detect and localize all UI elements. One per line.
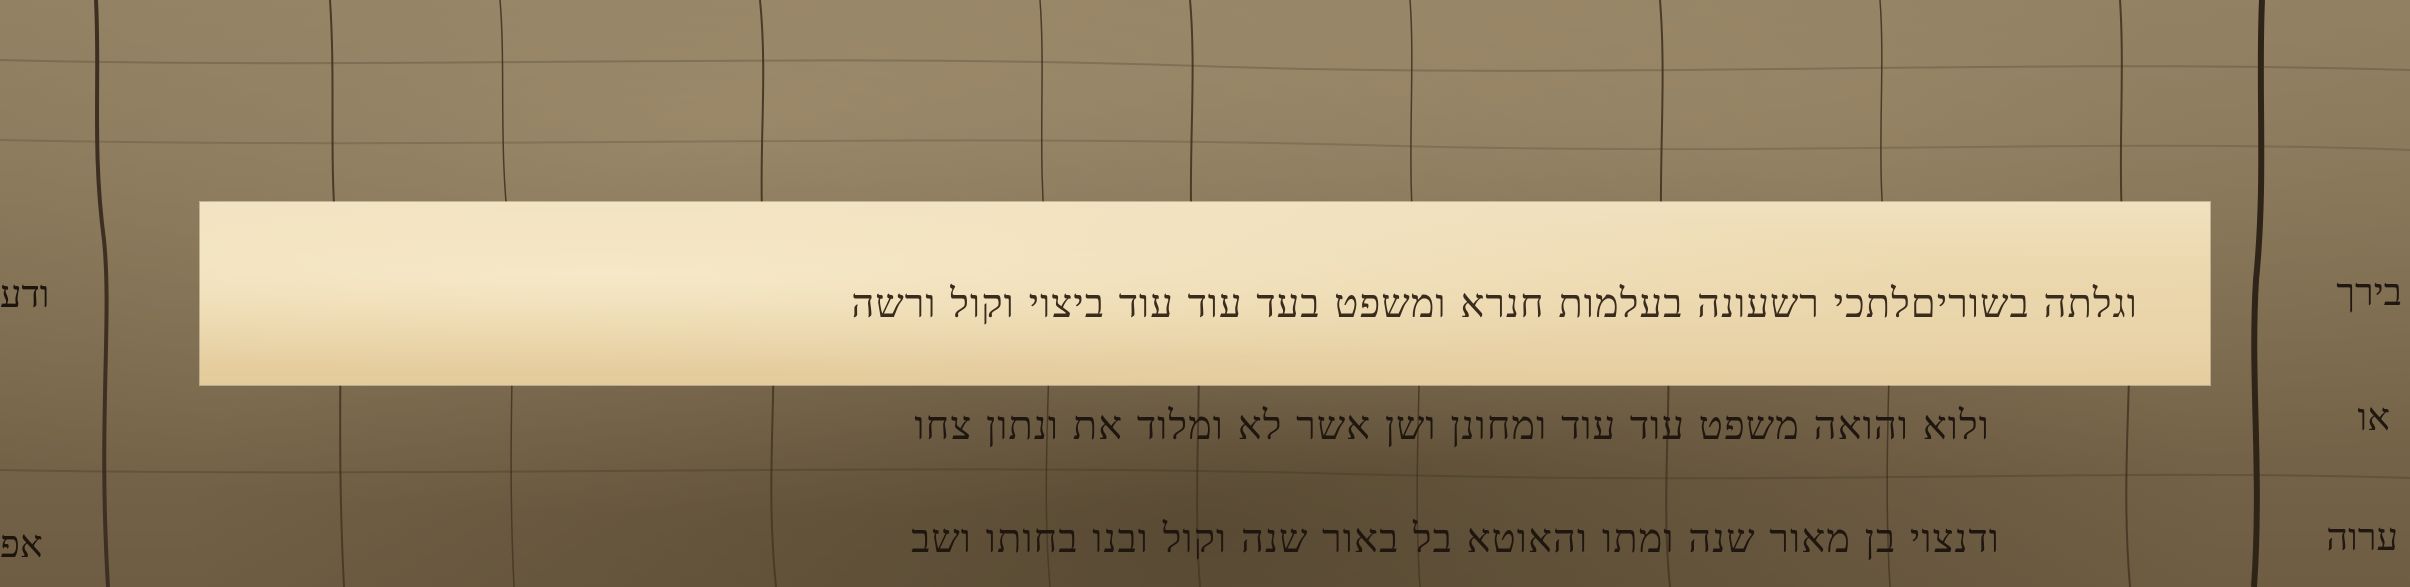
- main-column-line-3: ודנצוי בן מאור שנה ומתו והאוטא בל באור שנה וקול ובנו בחותו ושב: [911, 516, 2000, 562]
- seam-right: [2254, 0, 2262, 587]
- seam-left: [96, 0, 108, 587]
- right-column-line-2: או: [2357, 395, 2390, 439]
- highlighted-line-band: [200, 202, 2210, 385]
- left-column-line-1: ודע: [0, 272, 50, 316]
- right-column-line-3: ערוה: [2326, 515, 2398, 559]
- right-column-line-1: בירך: [2336, 270, 2402, 314]
- main-column-line-2: ולוא והואה משפט עוד עוד ומחונן ושן אשר לא ומלוד את ונתון צחו: [914, 403, 1990, 449]
- highlighted-line-text: וגלתה בשוריםלתכי רשעונה בעלמות חנרא ומשפט בעד עוד עוד ביצוי וקול ורשה: [851, 281, 2138, 327]
- left-column-line-3: אפ: [0, 522, 43, 566]
